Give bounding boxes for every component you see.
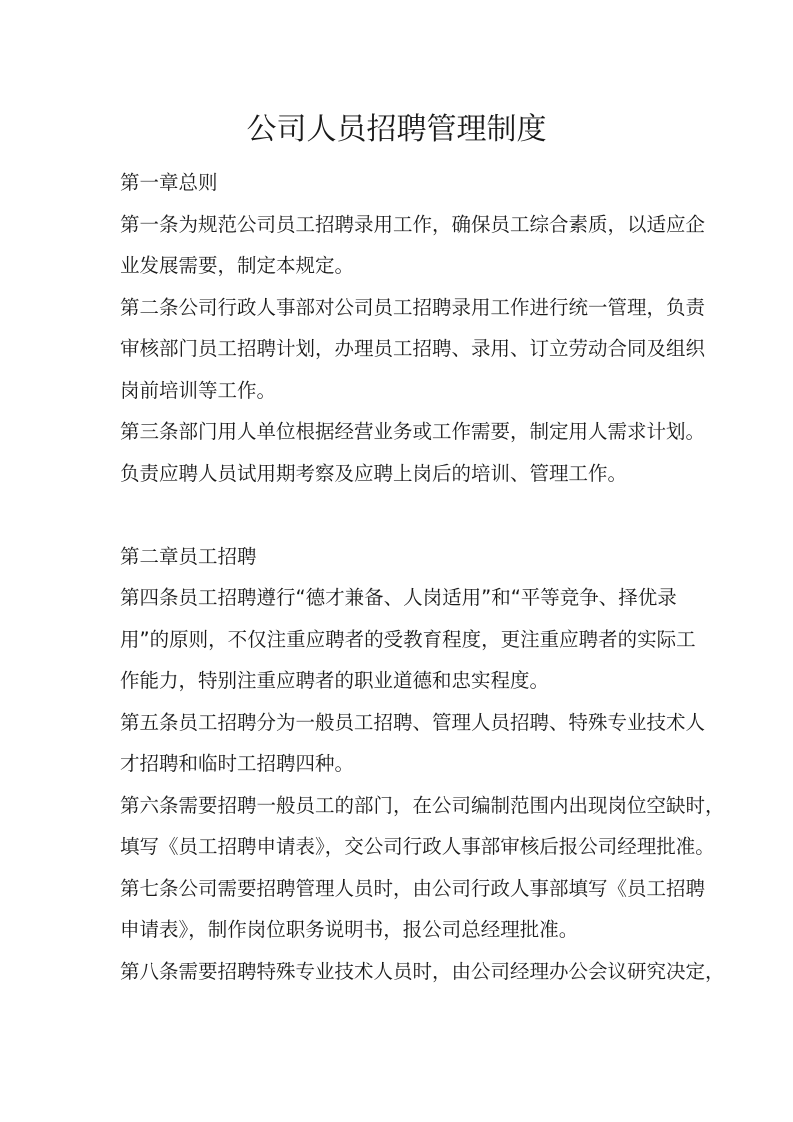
article-1-line-2: 业发展需要，制定本规定。 [120, 254, 355, 277]
article-1-line-1: 第一条为规范公司员工招聘录用工作，确保员工综合素质，以适应企 [120, 212, 706, 236]
article-4-line-3: 作能力，特别注重应聘者的职业道德和忠实程度。 [120, 669, 550, 692]
article-7-line-1: 第七条公司需要招聘管理人员时，由公司行政人事部填写《员工招聘 [120, 876, 706, 900]
blank-line [120, 494, 676, 536]
article-2-line-2: 审核部门员工招聘计划，办理员工招聘、录用、订立劳动合同及组织 [120, 337, 706, 360]
article-5-line-1: 第五条员工招聘分为一般员工招聘、管理人员招聘、特殊专业技术人 [120, 710, 706, 734]
article-7-line-2: 申请表》，制作岗位职务说明书，报公司总经理批准。 [120, 918, 579, 941]
chapter-heading-1: 第一章总则 [120, 171, 218, 194]
article-4-line-1: 第四条员工招聘遵行“德才兼备、人岗适用”和“平等竞争、择优录 [120, 586, 677, 609]
article-8-line-1: 第八条需要招聘特殊专业技术人员时，由公司经理办公会议研究决定， [120, 959, 725, 983]
article-2-line-1: 第二条公司行政人事部对公司员工招聘录用工作进行统一管理，负责 [120, 295, 706, 319]
document-body [120, 162, 725, 992]
article-3-line-1: 第三条部门用人单位根据经营业务或工作需要，制定用人需求计划。 [120, 420, 706, 443]
article-5-line-2: 才招聘和临时工招聘四种。 [120, 752, 355, 775]
article-4-line-2: 用”的原则，不仅注重应聘者的受教育程度，更注重应聘者的实际工 [120, 627, 696, 651]
document-title: 公司人员招聘管理制度 [246, 112, 547, 147]
article-6-line-1: 第六条需要招聘一般员工的部门，在公司编制范围内出现岗位空缺时， [120, 793, 725, 817]
article-2-line-3: 岗前培训等工作。 [120, 378, 277, 402]
article-6-line-2: 填写《员工招聘申请表》，交公司行政人事部审核后报公司经理批准。 [120, 835, 715, 858]
article-3-line-2: 负责应聘人员试用期考察及应聘上岗后的培训、管理工作。 [120, 461, 628, 485]
chapter-heading-2: 第二章员工招聘 [120, 544, 257, 568]
